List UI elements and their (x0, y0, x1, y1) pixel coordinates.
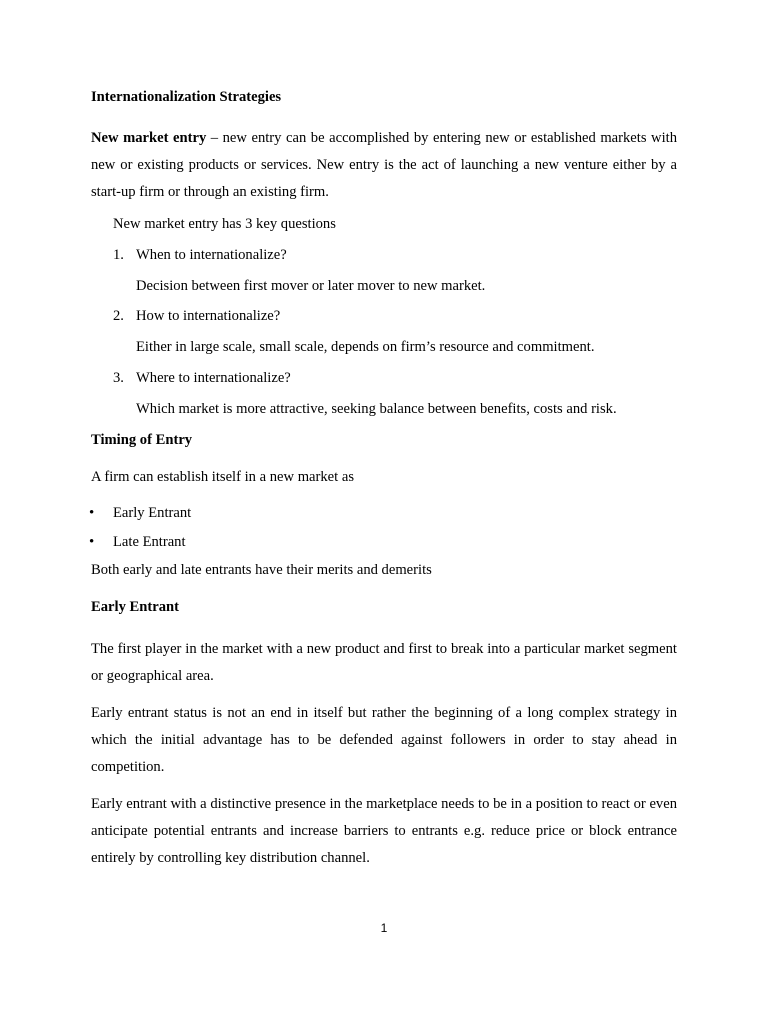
document-title: Internationalization Strategies (91, 89, 282, 105)
question-number: 1. (113, 247, 124, 263)
intro-paragraph (91, 125, 677, 207)
early-entrant-heading: Early Entrant (91, 599, 179, 615)
early-paragraph: Early entrant status is not an end in itself but rather the beginning of a long complex strategy in which the initial advantage has to be defended against followers in order to stay ahead in competition. (91, 705, 677, 776)
bullet-text: Early Entrant (113, 505, 192, 521)
bullet-text: Late Entrant (113, 534, 186, 550)
intro-text: – new entry can be accomplished by entering new or established markets with new or existing products or services. New entry is the act of launching a new venture either by a start-up firm or through an existing firm. (91, 130, 677, 201)
question-text: When to internationalize? (136, 247, 287, 263)
question-number: 2. (113, 308, 124, 324)
early-paragraph: Early entrant with a distinctive presence in the marketplace needs to be in a position to react or even anticipate potential entrants and increase barriers to entrants e.g. reduce price or block entrance entirely by controlling key distribution channel. (91, 796, 677, 867)
merits-text: Both early and late entrants have their merits and demerits (91, 562, 432, 578)
question-text: Where to internationalize? (136, 370, 291, 386)
early-paragraph: The first player in the market with a new product and first to break into a particular market segment or geographical area. (91, 641, 677, 685)
bullet-icon: • (89, 534, 95, 550)
question-answer: Either in large scale, small scale, depends on firm’s resource and commitment. (136, 339, 595, 355)
timing-text: A firm can establish itself in a new market as (91, 469, 355, 485)
page-number: 1 (380, 921, 388, 935)
question-number: 3. (113, 370, 124, 386)
question-text: How to internationalize? (136, 308, 281, 324)
question-answer: Decision between first mover or later mover to new market. (136, 278, 486, 294)
questions-intro: New market entry has 3 key questions (113, 216, 336, 232)
question-answer: Which market is more attractive, seeking balance between benefits, costs and risk. (136, 401, 617, 417)
bullet-icon: • (89, 505, 95, 521)
intro-term: New market entry (91, 130, 207, 146)
timing-heading: Timing of Entry (91, 432, 193, 448)
